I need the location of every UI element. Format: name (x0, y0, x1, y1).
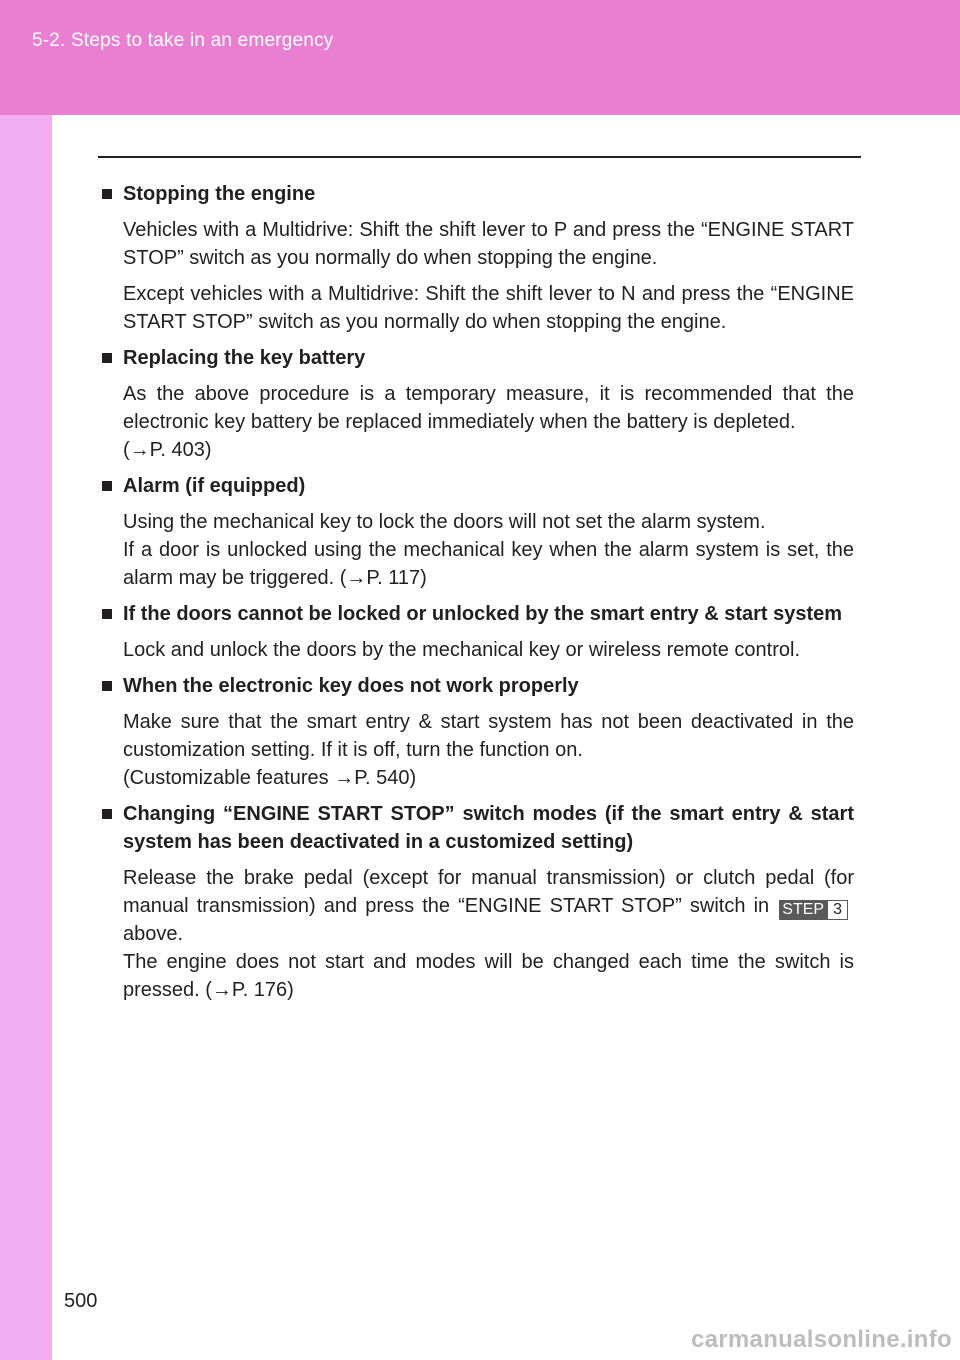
step-badge-word: STEP (779, 900, 827, 920)
side-margin-band (0, 115, 52, 1360)
page-content (102, 180, 854, 1012)
section-heading (102, 344, 854, 372)
section-heading-text: Changing “ENGINE START STOP” switch modes (if the smart entry & start system has been deactivated in a customized setting) (123, 803, 854, 853)
section-stopping-engine (102, 180, 854, 336)
paragraph (123, 508, 854, 592)
square-bullet-icon (102, 609, 112, 619)
paragraph: Vehicles with a Multidrive: Shift the shift lever to P and press the “ENGINE START STOP” switch as you normally do when stopping the engine. (123, 219, 854, 269)
paragraph: Except vehicles with a Multidrive: Shift the shift lever to N and press the “ENGINE START STOP” switch as you normally do when stopping the engine. (123, 283, 854, 333)
section-heading-text: Alarm (if equipped) (123, 475, 306, 497)
paragraph-line: If a door is unlocked using the mechanical key when the alarm system is set, the alarm may be triggered. (→P. 117) (123, 539, 854, 589)
section-heading-text: Replacing the key battery (123, 347, 366, 369)
square-bullet-icon (102, 189, 112, 199)
square-bullet-icon (102, 681, 112, 691)
square-bullet-icon (102, 481, 112, 491)
step-badge (779, 900, 848, 920)
section-replacing-key-battery (102, 344, 854, 464)
paragraph-line: Using the mechanical key to lock the doors will not set the alarm system. (123, 511, 766, 533)
step-badge-number: 3 (827, 900, 848, 920)
square-bullet-icon (102, 353, 112, 363)
page-reference-link[interactable]: (→P. 403) (123, 439, 212, 461)
section-heading (102, 672, 854, 700)
paragraph-text: Release the brake pedal (except for manual transmission) or clutch pedal (for manual transmission) and press the “ENGINE START STOP” switch in (123, 867, 854, 917)
section-heading-text: Stopping the engine (123, 183, 316, 205)
section-heading (102, 180, 854, 208)
section-heading (102, 800, 854, 856)
section-heading (102, 472, 854, 500)
section-alarm (102, 472, 854, 592)
paragraph-line: (Customizable features →P. 540) (123, 767, 417, 789)
paragraph (123, 864, 854, 1004)
top-divider (98, 156, 861, 158)
paragraph (123, 708, 854, 792)
section-changing-switch-modes (102, 800, 854, 1004)
chapter-header-title: 5-2. Steps to take in an emergency (32, 30, 334, 51)
section-electronic-key-not-working (102, 672, 854, 792)
section-doors-cannot-lock (102, 600, 854, 664)
paragraph (123, 380, 854, 464)
site-watermark: carmanualsonline.info (690, 1326, 952, 1353)
paragraph: Lock and unlock the doors by the mechanical key or wireless remote control. (123, 639, 801, 661)
paragraph-line: Make sure that the smart entry & start system has not been deactivated in the customization setting. If it is off, turn the function on. (123, 711, 854, 761)
page-number: 500 (64, 1290, 98, 1312)
paragraph-line: The engine does not start and modes will be changed each time the switch is pressed. (→P. 176) (123, 951, 854, 1001)
section-heading (102, 600, 854, 628)
chapter-header-band (0, 0, 960, 115)
paragraph-text: As the above procedure is a temporary measure, it is recommended that the electronic key battery be replaced immediately when the battery is depleted. (123, 383, 854, 433)
paragraph-text: above. (123, 923, 184, 945)
square-bullet-icon (102, 809, 112, 819)
section-heading-text: If the doors cannot be locked or unlocked by the smart entry & start system (123, 603, 843, 625)
section-heading-text: When the electronic key does not work properly (123, 675, 579, 697)
